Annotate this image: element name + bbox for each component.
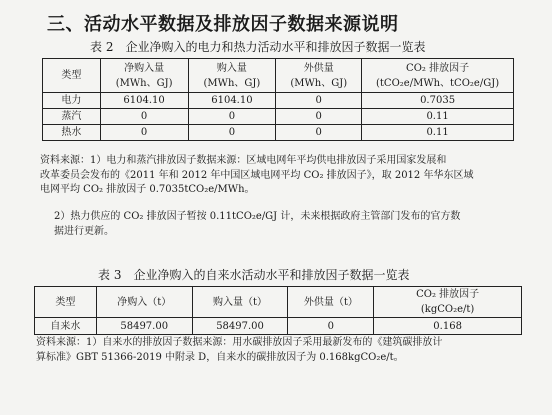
table-row <box>43 125 514 141</box>
note-line: 2）热力供应的 CO₂ 排放因子暂按 0.11tCO₂e/GJ 计，未来根据政府主管部门发布的官方数 <box>54 211 461 222</box>
header-line: (MWh、GJ) <box>290 77 348 89</box>
note-line: 据进行更新。 <box>54 225 114 237</box>
cell-type: 自来水 <box>35 318 97 335</box>
note-line: 电网平均 CO₂ 排放因子 0.7035tCO₂e/MWh。 <box>40 184 255 195</box>
note-line: 算标准》GBT 51366-2019 中附录 D，自来水的碳排放因子为 0.168kgCO₂e/t。 <box>36 351 404 363</box>
cell-supply: 0 <box>276 109 362 125</box>
header-line: (MWh、GJ) <box>115 77 173 89</box>
table3-caption: 表 3 企业净购入的自来水活动水平和排放因子数据一览表 <box>98 268 410 282</box>
header-line: CO₂ 排放因子 <box>416 289 480 300</box>
cell-type: 蒸汽 <box>43 109 101 125</box>
cell-factor: 0.7035 <box>362 93 514 109</box>
cell-supply: 0 <box>288 318 374 335</box>
note-line: 资料来源：1）电力和蒸汽排放因子数据来源：区域电网年平均供电排放因子采用国家发展和 <box>40 155 447 166</box>
table2-header-factor <box>362 59 514 93</box>
header-line: 净购入量 <box>124 62 165 74</box>
cell-factor: 0.11 <box>362 109 514 125</box>
table3-source-note <box>36 336 522 365</box>
header-line: 外供量 <box>303 62 334 74</box>
cell-supply: 0 <box>276 125 362 141</box>
table2 <box>42 58 514 141</box>
header-line: (MWh、GJ) <box>203 77 261 89</box>
cell-purchase: 0 <box>188 109 276 125</box>
cell-net: 58497.00 <box>96 318 192 335</box>
note-line: 改革委员会发布的《2011 年和 2012 年中国区域电网平均 CO₂ 排放因子》，取 2012 年华东区域 <box>40 169 474 181</box>
table2-header-type: 类型 <box>43 59 101 93</box>
cell-net: 0 <box>100 109 188 125</box>
table3-header-net: 净购入（t） <box>96 287 192 318</box>
header-line: CO₂ 排放因子 <box>406 62 470 74</box>
table2-header-purchase <box>188 59 276 93</box>
cell-net: 6104.10 <box>100 93 188 109</box>
table2-header-row <box>43 59 514 93</box>
cell-purchase: 58497.00 <box>192 318 288 335</box>
table3 <box>34 286 522 335</box>
table-row <box>43 93 514 109</box>
table2-header-supply <box>276 59 362 93</box>
cell-supply: 0 <box>276 93 362 109</box>
table2-source-note <box>40 154 520 198</box>
cell-type: 电力 <box>43 93 101 109</box>
cell-net: 0 <box>100 125 188 141</box>
table2-caption: 表 2 企业净购入的电力和热力活动水平和排放因子数据一览表 <box>90 40 426 54</box>
table3-header-type: 类型 <box>35 287 97 318</box>
header-line: (kgCO₂e/t) <box>420 304 475 315</box>
table-row <box>35 318 522 335</box>
note-line: 资料来源：1）自来水的排放因子数据来源：用水碳排放因子采用最新发布的《建筑碳排放计 <box>36 337 443 348</box>
table3-header-supply: 外供量（t） <box>288 287 374 318</box>
cell-factor: 0.11 <box>362 125 514 141</box>
cell-purchase: 6104.10 <box>188 93 276 109</box>
table3-header-factor <box>374 287 522 318</box>
table2-header-net <box>100 59 188 93</box>
section-title: 三、活动水平数据及排放因子数据来源说明 <box>47 14 399 35</box>
table3-header-row <box>35 287 522 318</box>
header-line: (tCO₂e/MWh、tCO₂e/GJ) <box>376 77 500 89</box>
table-row <box>43 109 514 125</box>
header-line: 购入量 <box>216 62 247 74</box>
cell-factor: 0.168 <box>374 318 522 335</box>
table2-heat-note <box>54 210 520 239</box>
cell-type: 热水 <box>43 125 101 141</box>
cell-purchase: 0 <box>188 125 276 141</box>
table3-header-purchase: 购入量（t） <box>192 287 288 318</box>
